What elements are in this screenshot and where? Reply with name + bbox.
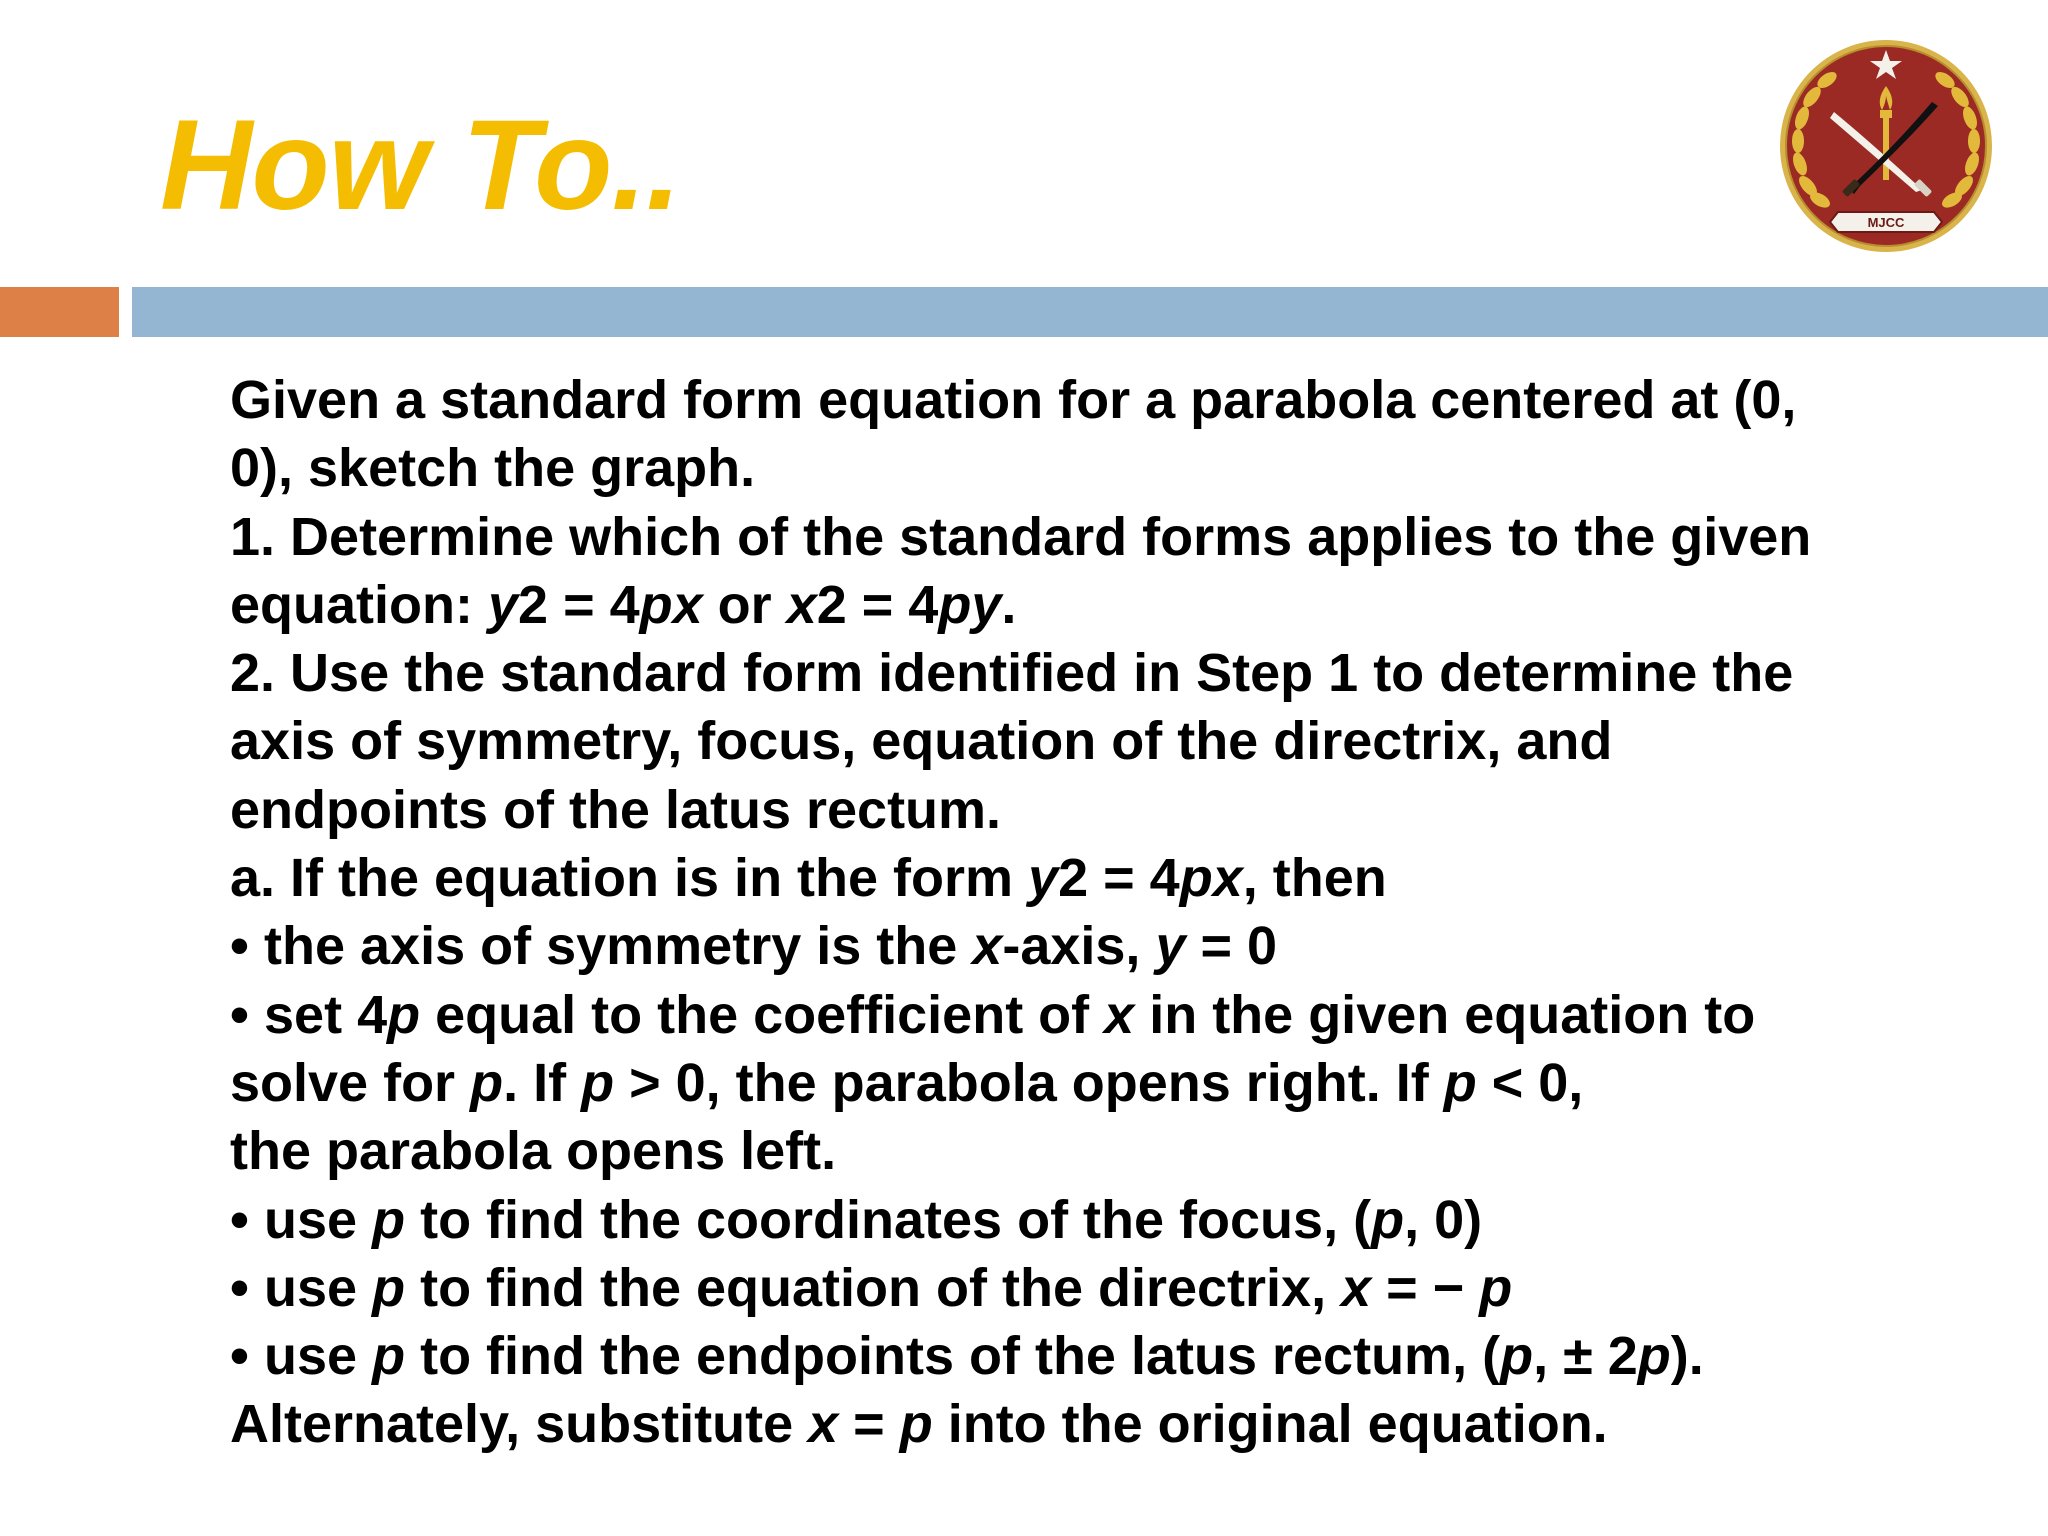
- body-line-case-a: a. If the equation is in the form y2 = 4px, then: [230, 848, 1387, 909]
- body-line-step-1-cont: equation: y2 = 4px or x2 = 4py.: [230, 574, 1017, 635]
- bullet-axis-of-symmetry: • the axis of symmetry is the x-axis, y = 0: [230, 916, 1278, 977]
- emblem-banner-text: MJCC: [1867, 215, 1905, 230]
- bullet-directrix: • use p to find the equation of the directrix, x = − p: [230, 1257, 1513, 1318]
- body-line-step-2-end: endpoints of the latus rectum.: [230, 779, 1002, 840]
- body-line-opens-left: the parabola opens left.: [230, 1121, 837, 1182]
- body-line-step-2-cont: axis of symmetry, focus, equation of the directrix, and: [230, 711, 1613, 772]
- slide-title: How To..: [160, 94, 681, 237]
- emblem-graphic: [1776, 36, 1996, 256]
- bullet-latus-rectum: • use p to find the endpoints of the latus rectum, (p, ± 2p).: [230, 1326, 1704, 1387]
- body-line-solve-for-p: solve for p. If p > 0, the parabola opens right. If p < 0,: [230, 1052, 1584, 1113]
- bullet-icon: •: [230, 916, 249, 977]
- bullet-icon: •: [230, 984, 249, 1045]
- body-line-alternately: Alternately, substitute x = p into the original equation.: [230, 1394, 1608, 1455]
- emblem-banner: [1830, 212, 1942, 232]
- mjcc-emblem-logo: [1776, 36, 1996, 256]
- bullet-icon: •: [230, 1326, 249, 1387]
- slide-body-text: [230, 366, 1950, 1459]
- bullet-icon: •: [230, 1257, 249, 1318]
- body-line-step-1: 1. Determine which of the standard forms applies to the given: [230, 506, 1812, 567]
- accent-bar-orange: [0, 287, 119, 337]
- bullet-set-4p: • set 4p equal to the coefficient of x in the given equation to: [230, 984, 1756, 1045]
- body-line-intro: Given a standard form equation for a parabola centered at (0,: [230, 370, 1797, 430]
- body-line-intro-cont: 0), sketch the graph.: [230, 438, 756, 499]
- bullet-focus: • use p to find the coordinates of the focus, (p, 0): [230, 1189, 1483, 1250]
- body-line-step-2: 2. Use the standard form identified in Step 1 to determine the: [230, 643, 1794, 704]
- accent-bar-blue: [132, 287, 2048, 337]
- bullet-icon: •: [230, 1189, 249, 1250]
